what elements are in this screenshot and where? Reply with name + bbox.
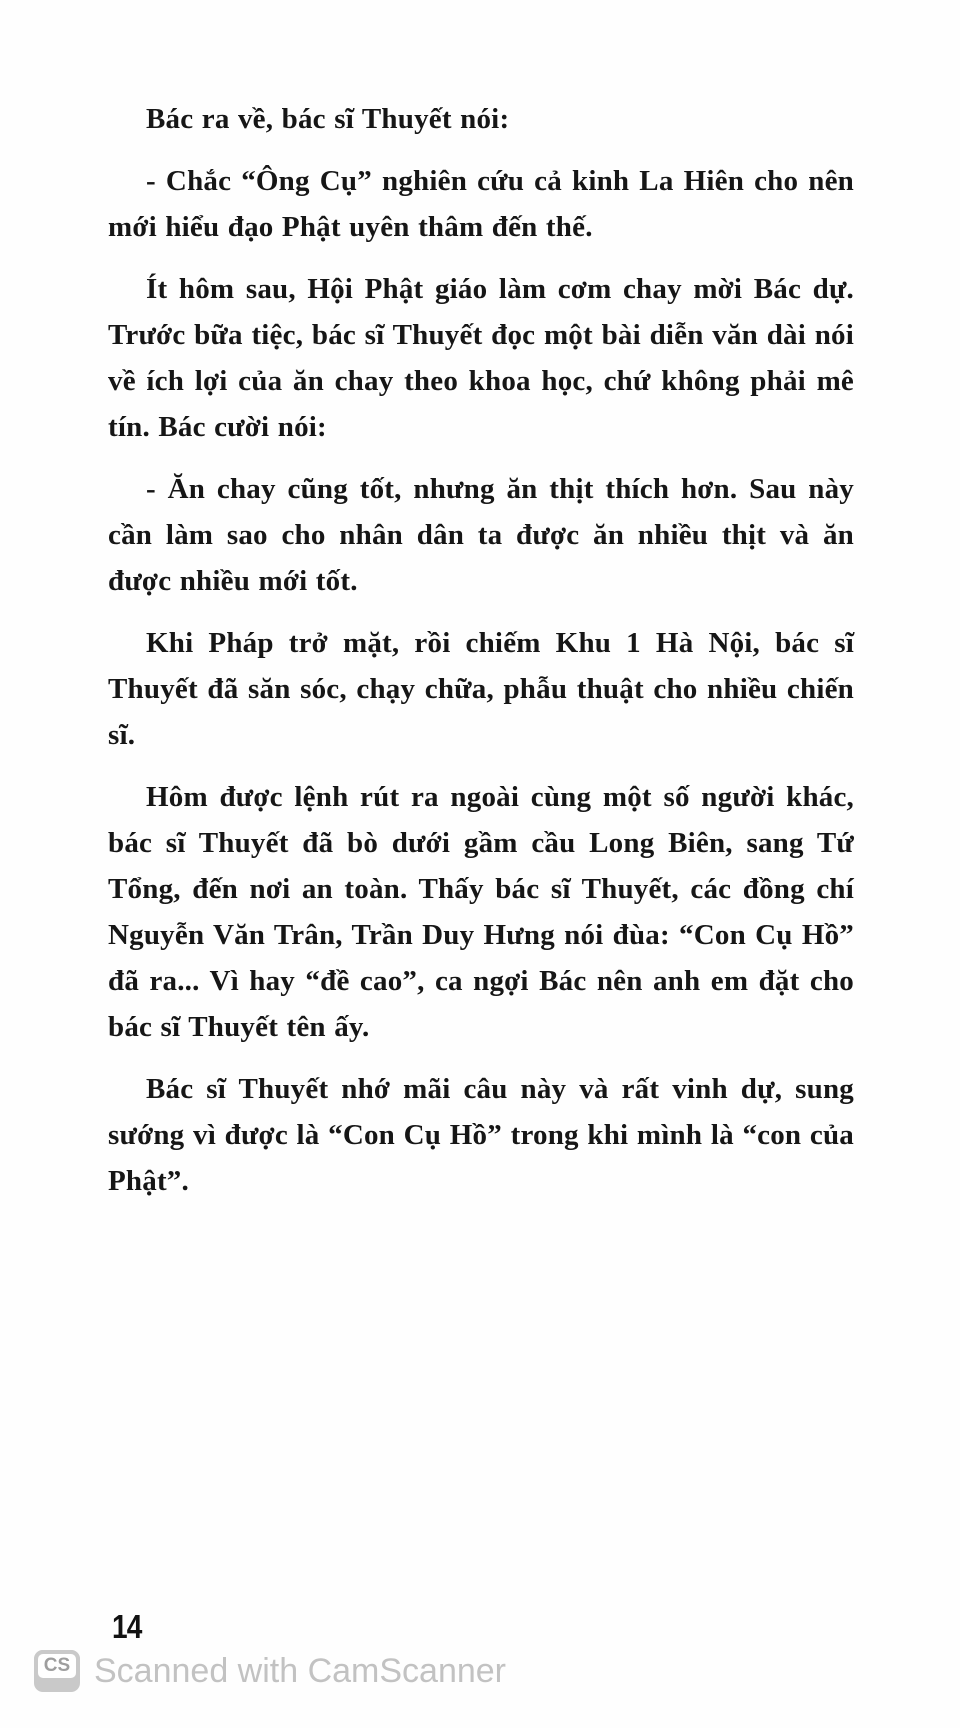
camscanner-watermark (34, 1650, 506, 1692)
paragraph: Bác sĩ Thuyết nhớ mãi câu này và rất vinh dự, sung sướng vì được là “Con Cụ Hồ” trong khi mình là “con của Phật”. (108, 1073, 854, 1197)
paragraph: Khi Pháp trở mặt, rồi chiếm Khu 1 Hà Nội, bác sĩ Thuyết đã săn sóc, chạy chữa, phẫu thuật cho nhiều chiến sĩ. (108, 627, 854, 751)
page-text-block (108, 96, 854, 1220)
paragraph: Bác ra về, bác sĩ Thuyết nói: (146, 103, 510, 135)
paragraph: Hôm được lệnh rút ra ngoài cùng một số người khác, bác sĩ Thuyết đã bò dưới gầm cầu Long Biên, sang Tứ Tổng, đến nơi an toàn. Thấy bác sĩ Thuyết, các đồng chí Nguyễn Văn Trân, Trần Duy Hưng nói đùa: “Con Cụ Hồ” đã ra... Vì hay “đề cao”, ca ngợi Bác nên anh em đặt cho bác sĩ Thuyết tên ấy. (108, 781, 854, 1043)
paragraph: - Chắc “Ông Cụ” nghiên cứu cả kinh La Hiên cho nên mới hiểu đạo Phật uyên thâm đến thế. (108, 165, 854, 243)
paragraph: - Ăn chay cũng tốt, nhưng ăn thịt thích hơn. Sau này cần làm sao cho nhân dân ta được ăn nhiều thịt và ăn được nhiều mới tốt. (108, 473, 854, 597)
camscanner-icon-label: CS (34, 1650, 80, 1682)
page-number: 14 (112, 1608, 142, 1645)
camscanner-icon (34, 1650, 80, 1692)
paragraph: Ít hôm sau, Hội Phật giáo làm cơm chay mời Bác dự. Trước bữa tiệc, bác sĩ Thuyết đọc một bài diễn văn dài nói về ích lợi của ăn chay theo khoa học, chứ không phải mê tín. Bác cười nói: (108, 273, 854, 443)
watermark-text: Scanned with CamScanner (94, 1651, 507, 1690)
